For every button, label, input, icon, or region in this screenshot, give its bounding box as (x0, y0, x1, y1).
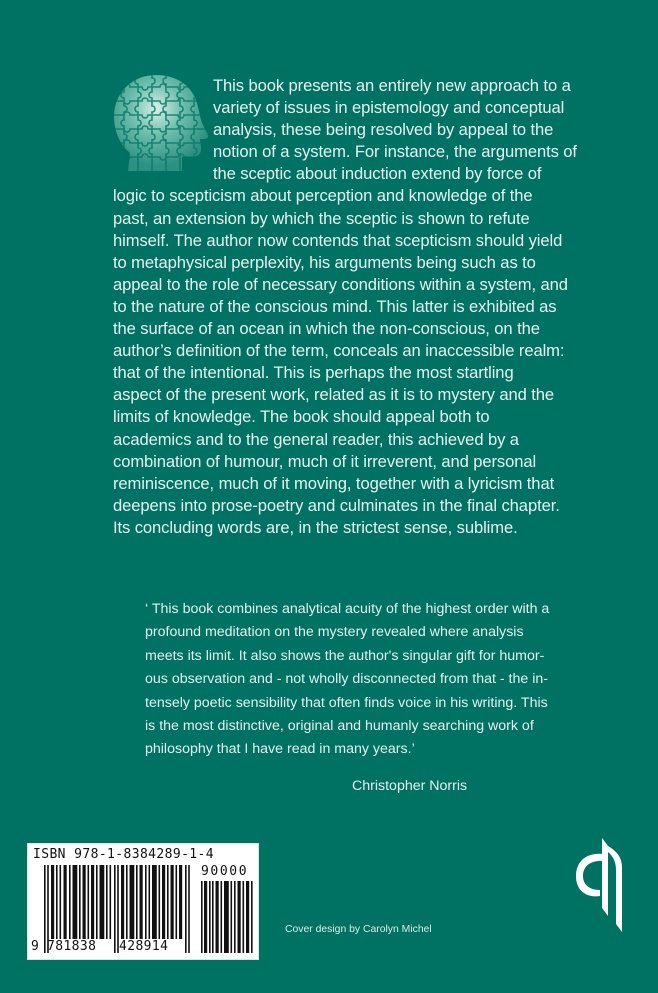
quote-line: profound meditation on the mystery revealed where analysis (145, 624, 524, 641)
isbn-label: ISBN 978-1-8384289-1-4 (33, 847, 214, 862)
blurb-line: appeal to the role of necessary conditions within a system, and (113, 274, 568, 294)
quote-line: philosophy that I have read in many years.’ (145, 741, 415, 758)
blurb-line: logic to scepticism about perception and knowledge of the (113, 186, 533, 206)
ean-digits (31, 939, 168, 954)
blurb-line: himself. The author now contends that scepticism should yield (113, 230, 563, 250)
blurb-line: deepens into prose-poetry and culminates in the final chapter. (113, 495, 560, 515)
ean-first-digit: 9 (31, 939, 39, 954)
quote-line: ous observation and - not wholly disconnected from that - the in- (145, 671, 548, 688)
quote-line: is the most distinctive, original and humanly searching work of (145, 718, 534, 735)
blurb-line: author’s definition of the term, conceals an inaccessible realm: (113, 341, 565, 361)
blurb-line: notion of a system. For instance, the arguments of (213, 142, 577, 162)
quote-line: meets its limit. It also shows the author's singular gift for humor- (145, 647, 545, 664)
addon-bars (201, 881, 253, 953)
ean-left-digits: 781838 (47, 939, 97, 954)
blurb-line: aspect of the present work, related as it is to mystery and the (113, 385, 555, 405)
price-addon-label: 90000 (201, 864, 249, 879)
blurb-line: reminiscence, much of it moving, together with a lyricism that (113, 473, 555, 493)
quote-line: ‘ This book combines analytical acuity of the highest order with a (145, 601, 550, 617)
publisher-logo-icon (570, 832, 630, 932)
ean-right-digits: 428914 (119, 939, 169, 954)
blurb-line: to metaphysical perplexity, his arguments being such as to (113, 252, 536, 272)
blurb-line: the surface of an ocean in which the non-conscious, on the (113, 319, 540, 339)
endorsement-quote (145, 598, 625, 762)
isbn-barcode (27, 843, 259, 960)
blurb-line: This book presents an entirely new approach to a (213, 76, 571, 95)
blurb-line: analysis, these being resolved by appeal to the (213, 120, 554, 140)
cover-design-credit: Cover design by Carolyn Michel (285, 924, 432, 935)
blurb-line: past, an extension by which the sceptic is shown to refute (113, 208, 530, 228)
quote-attribution: Christopher Norris (352, 778, 468, 794)
blurb-line: variety of issues in epistemology and conceptual (213, 98, 565, 118)
blurb-line: to the nature of the conscious mind. This latter is exhibited as (113, 296, 557, 316)
blurb-line: the sceptic about induction extend by force of (213, 164, 542, 184)
quote-line: tensely poetic sensibility that often finds voice in his writing. This (145, 694, 548, 711)
blurb-line: combination of humour, much of it irreverent, and personal (113, 451, 537, 471)
blurb-line: that of the intentional. This is perhaps the most startling (113, 363, 514, 383)
blurb-line: academics and to the general reader, this achieved by a (113, 429, 519, 449)
book-description (113, 75, 653, 539)
blurb-line: Its concluding words are, in the strictest sense, sublime. (113, 517, 518, 537)
blurb-line: limits of knowledge. The book should appeal both to (113, 407, 490, 427)
